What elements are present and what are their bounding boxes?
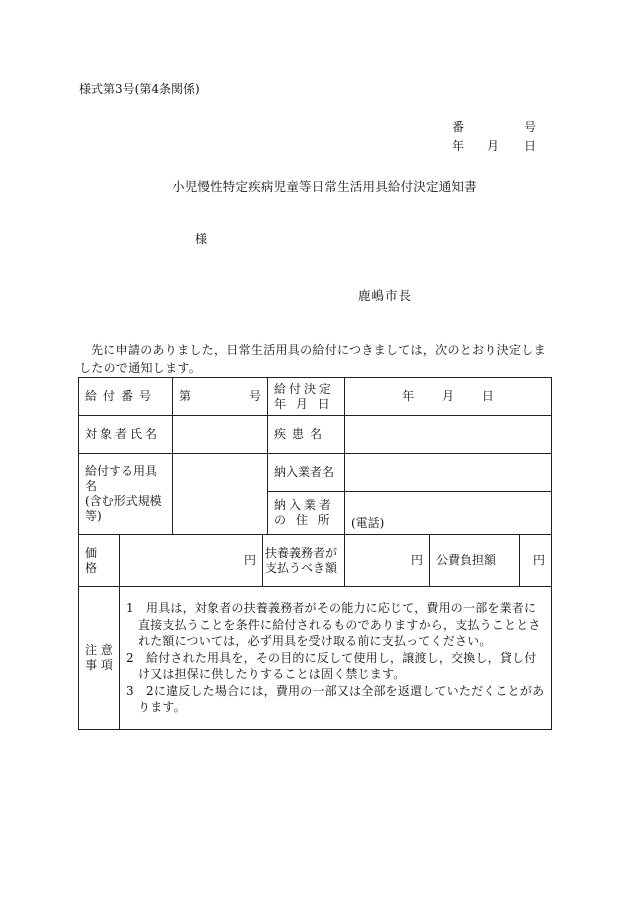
label-subject-name: 対象者氏名 <box>79 416 173 454</box>
issuer-name: 鹿嶋市長 <box>358 288 413 303</box>
notes-cell <box>120 587 552 730</box>
guardian-payment-cell[interactable] <box>345 535 430 587</box>
date-year: 年 <box>452 139 465 153</box>
label-disease-name: 疾患名 <box>268 416 345 454</box>
note-item-1: 1 用具は，対象者の扶養義務者がその能力に応じて，費用の一部を業者に直接支払うことを条件に給付されるものでありますから，支払うこととされた額については，必ず用具を受け取る前に支払ってください。 <box>126 601 541 649</box>
document-title: 小児慢性特定疾病児童等日常生活用具給付決定通知書 <box>172 179 477 194</box>
vendor-address-cell[interactable] <box>345 492 552 535</box>
label-equipment-name: 給付する用具名 (含む形式規模 等) <box>79 454 173 535</box>
decision-table <box>78 377 552 730</box>
number-suffix: 号 <box>524 120 537 134</box>
note-item-3: 3 2に違反した場合には，費用の一部又は全部を返還していただくことがあります。 <box>126 683 545 715</box>
date-day: 日 <box>524 139 537 153</box>
note-item-2: 2 給付された用具を，その目的に反して使用し，譲渡し，交換し，貸し付け又は担保に供したりすることは固く禁じます。 <box>126 650 537 682</box>
form-code: 様式第3号(第4条関係) <box>79 82 200 96</box>
number-prefix: 番 <box>452 120 465 134</box>
price-yen: 円 <box>243 553 256 567</box>
document-number-line <box>452 118 537 135</box>
subject-name-cell[interactable] <box>173 416 268 454</box>
benefit-number-suffix: 号 <box>248 389 261 403</box>
benefit-number-prefix: 第 <box>179 389 192 403</box>
disease-name-cell[interactable] <box>345 416 552 454</box>
label-price: 価格 <box>79 535 120 587</box>
addressee-suffix: 様 <box>195 232 208 246</box>
label-decision-date: 給付決定 年 月 日 <box>268 378 345 416</box>
public-burden-yen: 円 <box>532 553 545 567</box>
decision-date-cell[interactable]: 年 月 日 <box>345 378 552 416</box>
label-vendor-name: 納入業者名 <box>268 454 345 492</box>
public-burden-cell[interactable] <box>520 535 552 587</box>
document-date-line <box>452 137 537 154</box>
telephone-label: (電話) <box>351 515 385 530</box>
label-vendor-address: 納入業者 の 住 所 <box>268 492 345 535</box>
guardian-payment-yen: 円 <box>410 553 423 567</box>
equipment-name-cell[interactable] <box>173 454 268 535</box>
label-guardian-payment: 扶養義務者が 支払うべき額 <box>263 535 345 587</box>
label-public-burden: 公費負担額 <box>430 535 520 587</box>
label-notes: 注 意 事 項 <box>79 587 120 730</box>
vendor-name-cell[interactable] <box>345 454 552 492</box>
intro-paragraph: 先に申請のありました，日常生活用具の給付につきましては，次のとおり決定しましたので通知します。 <box>79 343 546 375</box>
price-cell[interactable] <box>120 535 263 587</box>
benefit-number-cell[interactable] <box>173 378 268 416</box>
date-month: 月 <box>487 139 500 153</box>
label-benefit-number: 給付番号 <box>79 378 173 416</box>
